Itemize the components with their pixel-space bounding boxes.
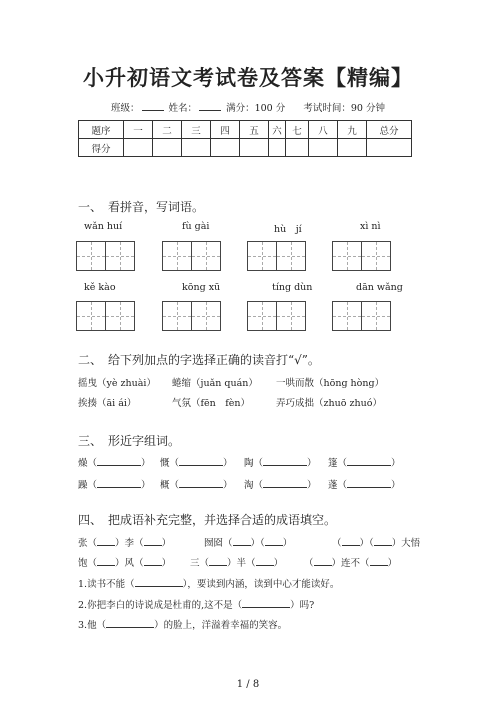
idiom-item: （ ）连不（ ）	[304, 558, 398, 569]
answer-blank[interactable]	[144, 536, 162, 546]
sentence-2	[78, 597, 314, 611]
char: 淘	[244, 480, 254, 491]
page-number: 1 / 8	[236, 679, 260, 690]
char-item: 篷（ ）	[328, 458, 401, 469]
reading-item[interactable]: 蜷缩（juǎn quán）	[172, 378, 258, 389]
pinyin-label: kōng xū	[182, 282, 221, 293]
section-1-heading: 一、 看拼音，写词语。	[78, 200, 205, 214]
char-item: 蓬（ ）	[328, 480, 401, 491]
sentence-text: ）的脸上，洋溢着幸福的笑容。	[154, 620, 288, 631]
writing-box[interactable]	[247, 241, 277, 271]
exam-info	[0, 100, 496, 114]
reading-item[interactable]: 摇曳（yè zhuài）	[78, 378, 156, 389]
pinyin-label: kě kào	[84, 282, 116, 293]
writing-box[interactable]	[105, 301, 135, 331]
char-item: 淘（ ）	[244, 480, 317, 491]
score-header-cell: 一	[124, 121, 153, 139]
answer-blank[interactable]	[179, 478, 223, 488]
score-header-cell: 六	[269, 121, 286, 139]
idiom-char: 张	[78, 538, 88, 549]
name-blank[interactable]	[199, 101, 221, 111]
idiom-item: （ ）（ ）大悟	[332, 538, 421, 549]
pinyin-label: xì nì	[360, 221, 381, 232]
score-value-row	[79, 139, 412, 157]
idiom-char: 大悟	[401, 538, 421, 549]
sentence-text: 1.读书不能（	[78, 579, 135, 590]
section-3-heading: 三、 形近字组词。	[78, 434, 181, 448]
char: 燥	[78, 458, 88, 469]
char-item: 燥（ ）	[78, 458, 151, 469]
score-header-cell: 五	[240, 121, 269, 139]
idiom-char: 李	[124, 538, 135, 549]
writing-box[interactable]	[332, 301, 362, 331]
score-row-label: 得分	[79, 139, 124, 157]
pinyin-label: tíng dùn	[272, 282, 313, 293]
answer-blank[interactable]	[144, 556, 162, 566]
answer-blank[interactable]	[97, 536, 115, 546]
writing-box[interactable]	[162, 241, 192, 271]
char: 陶	[244, 458, 254, 469]
char-item: 躁（ ）	[78, 480, 151, 491]
idiom-item: 饱（ ）风（ ）	[78, 558, 172, 569]
char-item: 慨（ ）	[160, 458, 233, 469]
writing-box[interactable]	[76, 241, 106, 271]
idiom-item: 囫囵（ ）（ ）	[204, 538, 293, 549]
writing-box[interactable]	[191, 241, 221, 271]
section-2-heading: 二、 给下列加点的字选择正确的读音打“√”。	[78, 353, 320, 367]
score-cell[interactable]	[124, 139, 153, 157]
reading-item[interactable]: 气氛（fēn fèn）	[172, 398, 251, 409]
score-header-cell: 总分	[367, 121, 412, 139]
score-header-cell: 八	[309, 121, 338, 139]
idiom-char: 囫囵	[204, 538, 224, 549]
answer-blank[interactable]	[342, 536, 360, 546]
section-4-heading: 四、 把成语补充完整，并选择合适的成语填空。	[78, 513, 337, 527]
sentence-3	[78, 617, 287, 631]
score-cell[interactable]	[309, 139, 338, 157]
idiom-item: 张（ ）李（ ）	[78, 538, 172, 549]
pinyin-label: dān wǎng	[356, 282, 403, 293]
idiom-char: 半	[236, 558, 247, 569]
answer-blank[interactable]	[135, 577, 183, 587]
pinyin-label: wǎn huí	[84, 221, 123, 232]
char: 蓬	[328, 480, 338, 491]
score-table	[78, 120, 412, 157]
score-cell[interactable]	[211, 139, 240, 157]
score-cell[interactable]	[338, 139, 367, 157]
answer-blank[interactable]	[106, 618, 154, 628]
answer-blank[interactable]	[97, 456, 141, 466]
writing-box[interactable]	[191, 301, 221, 331]
reading-item[interactable]: 弄巧成拙（zhuō zhuó）	[276, 398, 382, 409]
reading-item[interactable]: 一哄而散（hōng hòng）	[276, 378, 385, 389]
pinyin-label: fù gài	[182, 221, 210, 232]
char-item: 概（ ）	[160, 480, 233, 491]
sentence-text: ），要读到内涵，读到中心才能读好。	[182, 579, 340, 590]
writing-box[interactable]	[361, 301, 391, 331]
answer-blank[interactable]	[209, 556, 227, 566]
score-cell[interactable]	[269, 139, 286, 157]
answer-blank[interactable]	[233, 536, 251, 546]
score-cell[interactable]	[367, 139, 412, 157]
char: 躁	[78, 480, 88, 491]
writing-box[interactable]	[105, 241, 135, 271]
sentence-text: ）吗?	[290, 600, 315, 611]
sentence-1	[78, 576, 339, 590]
writing-box[interactable]	[361, 241, 391, 271]
char: 概	[160, 480, 170, 491]
idiom-char: 三	[190, 558, 200, 569]
score-cell[interactable]	[240, 139, 269, 157]
pinyin-label: hù jí	[274, 224, 302, 235]
writing-box[interactable]	[276, 241, 306, 271]
idiom-char: 连不	[341, 558, 361, 569]
writing-box[interactable]	[247, 301, 277, 331]
answer-blank[interactable]	[263, 456, 307, 466]
answer-blank[interactable]	[374, 536, 392, 546]
score-header-cell: 七	[286, 121, 309, 139]
reading-item[interactable]: 挨揍（āi ái）	[78, 398, 137, 409]
score-header-cell: 四	[211, 121, 240, 139]
answer-blank[interactable]	[347, 456, 391, 466]
char-item: 陶（ ）	[244, 458, 317, 469]
idiom-item: 三（ ）半（ ）	[190, 558, 284, 569]
score-header-cell: 题序	[79, 121, 124, 139]
score-header-cell: 二	[153, 121, 182, 139]
answer-blank[interactable]	[265, 536, 283, 546]
class-blank[interactable]	[142, 101, 164, 111]
writing-box[interactable]	[162, 301, 192, 331]
score-cell[interactable]	[182, 139, 211, 157]
score-header-cell: 三	[182, 121, 211, 139]
writing-box[interactable]	[276, 301, 306, 331]
name-label: 姓名：	[168, 103, 198, 114]
writing-box[interactable]	[76, 301, 106, 331]
sentence-text: 3.他（	[78, 620, 107, 631]
char: 篷	[328, 458, 338, 469]
answer-blank[interactable]	[179, 456, 223, 466]
score-header-cell: 九	[338, 121, 367, 139]
score-cell[interactable]	[286, 139, 309, 157]
answer-blank[interactable]	[97, 478, 141, 488]
answer-blank[interactable]	[256, 556, 274, 566]
score-header-row	[79, 121, 412, 139]
answer-blank[interactable]	[263, 478, 307, 488]
score-cell[interactable]	[153, 139, 182, 157]
writing-box[interactable]	[332, 241, 362, 271]
answer-blank[interactable]	[97, 556, 115, 566]
char: 慨	[160, 458, 170, 469]
answer-blank[interactable]	[314, 556, 332, 566]
class-label: 班级：	[111, 103, 140, 114]
idiom-char: 风	[124, 558, 135, 569]
idiom-char: 饱	[78, 558, 88, 569]
full-score: 满分：100 分	[226, 103, 286, 114]
page-title: 小升初语文考试卷及答案【精编】	[83, 66, 413, 90]
sentence-text: 2.你把李白的诗说成是杜甫的,这不是（	[78, 600, 243, 611]
answer-blank[interactable]	[347, 478, 391, 488]
exam-time: 考试时间：90 分钟	[303, 103, 385, 114]
answer-blank[interactable]	[242, 598, 290, 608]
answer-blank[interactable]	[370, 556, 388, 566]
